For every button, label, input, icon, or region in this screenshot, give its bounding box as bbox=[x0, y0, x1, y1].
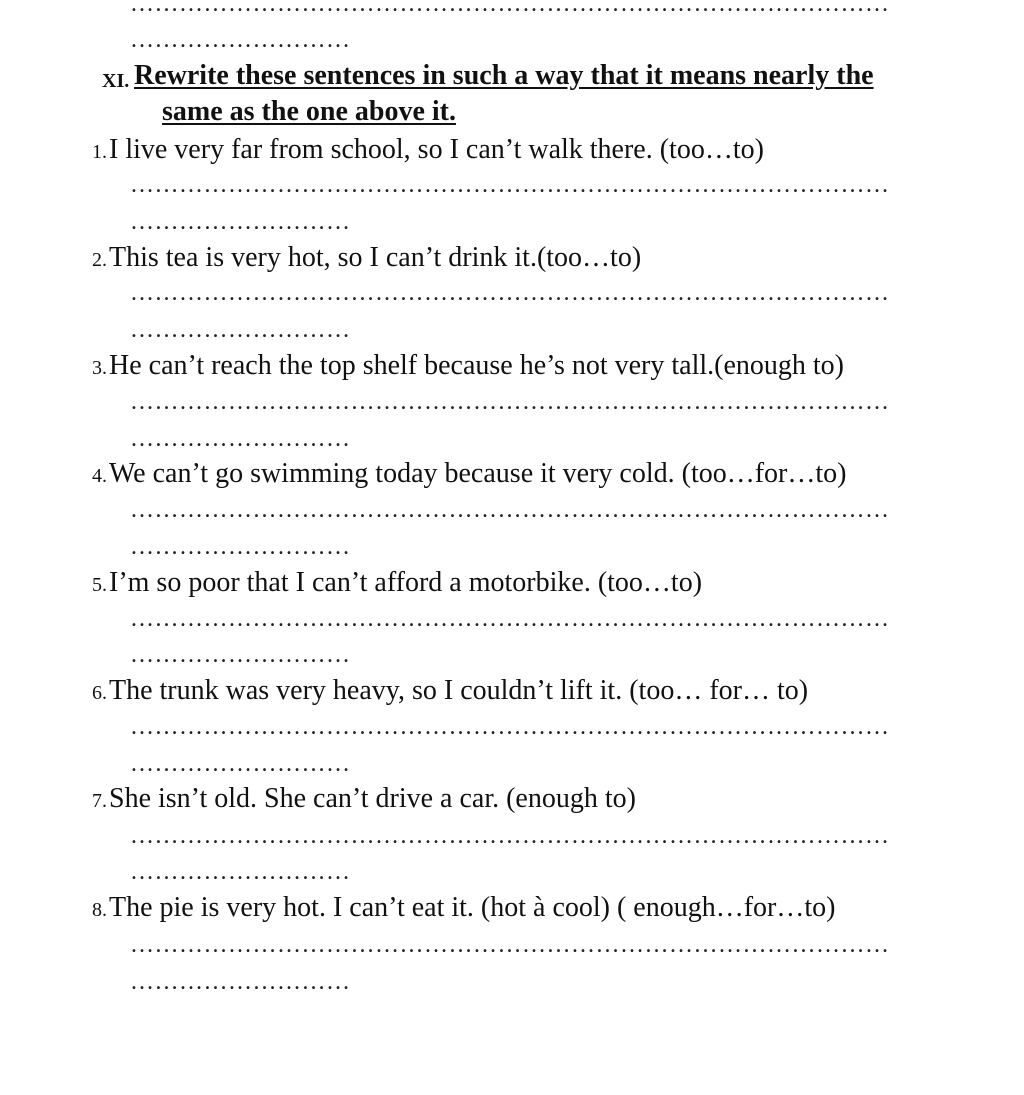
answer-line-4-short[interactable]: ……………………… bbox=[130, 535, 351, 559]
answer-line-7[interactable]: ………………………………………………………………………………… bbox=[130, 824, 890, 848]
question-number: 6. bbox=[92, 682, 107, 704]
question-number: 2. bbox=[92, 249, 107, 271]
section-heading-line-1: Rewrite these sentences in such a way that it means nearly the bbox=[134, 60, 874, 91]
question-3 bbox=[92, 349, 844, 385]
answer-line-2[interactable]: ………………………………………………………………………………… bbox=[130, 281, 890, 305]
question-number: 1. bbox=[92, 141, 107, 163]
answer-line-6-short[interactable]: ……………………… bbox=[130, 752, 351, 776]
answer-line-2-short[interactable]: ……………………… bbox=[130, 318, 351, 342]
answer-line-8[interactable]: ………………………………………………………………………………… bbox=[130, 933, 890, 957]
section-heading-line-2: same as the one above it. bbox=[162, 96, 456, 127]
question-number: 8. bbox=[92, 899, 107, 921]
question-text: The trunk was very heavy, so I couldn’t lift it. (too… for… to) bbox=[109, 675, 809, 706]
question-5 bbox=[92, 566, 702, 602]
question-text: This tea is very hot, so I can’t drink it.(too…to) bbox=[109, 242, 642, 273]
question-2 bbox=[92, 241, 641, 277]
question-6 bbox=[92, 674, 808, 710]
question-text: I’m so poor that I can’t afford a motorbike. (too…to) bbox=[109, 567, 703, 598]
question-8 bbox=[92, 891, 835, 927]
question-text: We can’t go swimming today because it very cold. (too…for…to) bbox=[109, 458, 847, 489]
answer-line-3-short[interactable]: ……………………… bbox=[130, 427, 351, 451]
question-number: 7. bbox=[92, 790, 107, 812]
answer-line-1-short[interactable]: ……………………… bbox=[130, 210, 351, 234]
answer-line-8-short[interactable]: ……………………… bbox=[130, 970, 351, 994]
answer-line-7-short[interactable]: ……………………… bbox=[130, 860, 351, 884]
answer-line-6[interactable]: ………………………………………………………………………………… bbox=[130, 715, 890, 739]
answer-line-5-short[interactable]: ……………………… bbox=[130, 643, 351, 667]
answer-line-1[interactable]: ………………………………………………………………………………… bbox=[130, 173, 890, 197]
question-text: She isn’t old. She can’t drive a car. (enough to) bbox=[109, 783, 636, 814]
question-text: I live very far from school, so I can’t walk there. (too…to) bbox=[109, 134, 764, 165]
question-number: 4. bbox=[92, 465, 107, 487]
question-text: He can’t reach the top shelf because he’s not very tall.(enough to) bbox=[109, 350, 844, 381]
answer-line-top: ………………………………………………………………………………… bbox=[130, 0, 890, 16]
question-1 bbox=[92, 133, 764, 169]
answer-line-4[interactable]: ………………………………………………………………………………… bbox=[130, 498, 890, 522]
answer-line-top-short: ……………………… bbox=[130, 28, 351, 52]
question-7 bbox=[92, 782, 636, 818]
section-number: XI. bbox=[102, 70, 130, 92]
question-number: 3. bbox=[92, 357, 107, 379]
question-number: 5. bbox=[92, 574, 107, 596]
answer-line-3[interactable]: ………………………………………………………………………………… bbox=[130, 390, 890, 414]
answer-line-5[interactable]: ………………………………………………………………………………… bbox=[130, 607, 890, 631]
question-4 bbox=[92, 457, 847, 493]
question-text: The pie is very hot. I can’t eat it. (hot à cool) ( enough…for…to) bbox=[109, 892, 836, 923]
